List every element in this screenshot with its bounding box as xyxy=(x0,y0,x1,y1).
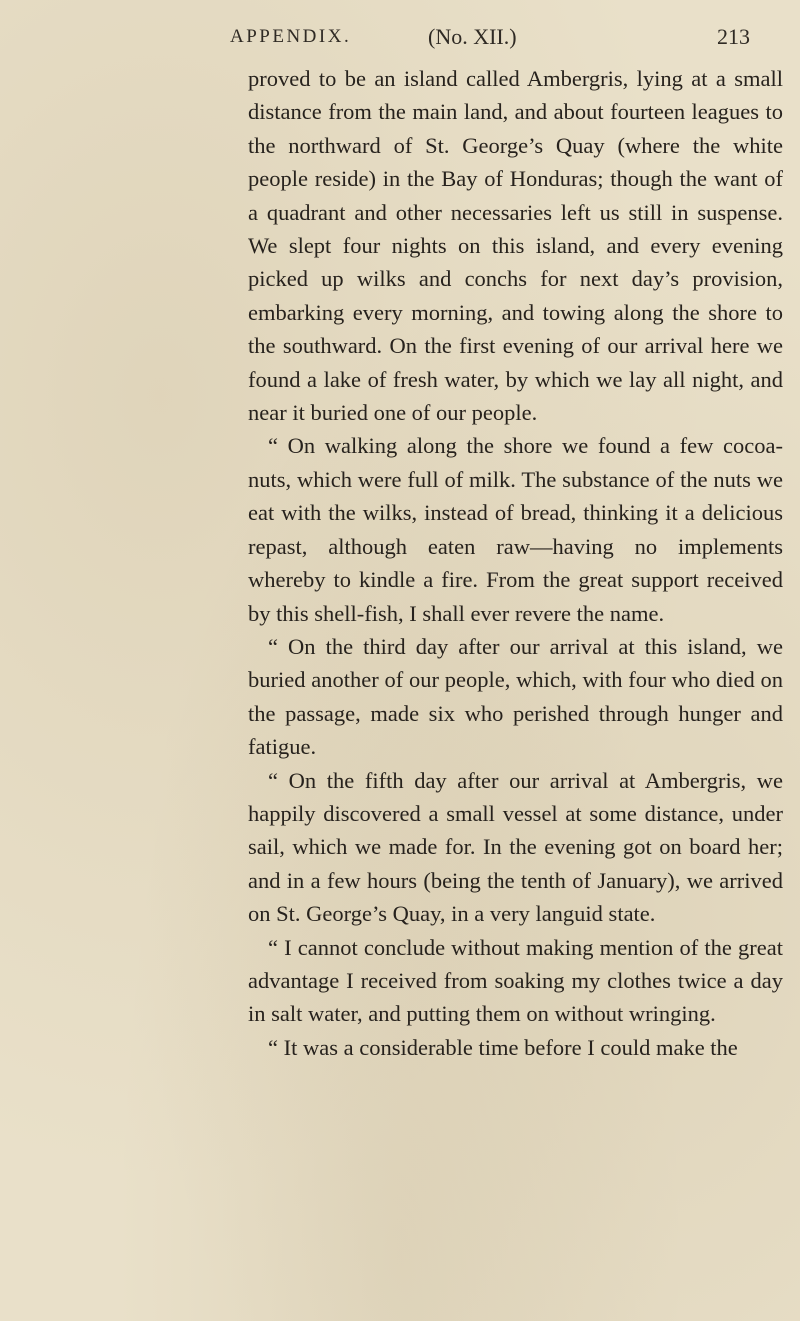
running-head-number: (No. XII.) xyxy=(428,24,517,49)
running-head xyxy=(230,24,750,54)
paragraph-1: proved to be an island called Ambergris, lying at a small distance from the main land, and about fourteen leagues to the northward of St. George’s Quay (where the white people reside) in the Bay of Honduras; though the want of a quadrant and other necessaries left us still in suspense. We slept four nights on this island, and every evening picked up wilks and conchs for next day’s provision, embarking every morning, and towing along the shore to the southward. On the first evening of our arrival here we found a lake of fresh water, by which we lay all night, and near it buried one of our people. xyxy=(248,66,783,426)
paragraph-3: “ On the third day after our arrival at this island, we buried another of our people, which, with four who died on the passage, made six who perished through hunger and fatigue. xyxy=(248,633,783,760)
paragraph-2: “ On walking along the shore we found a few cocoa-nuts, which were full of milk. The substance of the nuts we eat with the wilks, instead of bread, thinking it a delicious repast, although eaten raw—having no implements whereby to kindle a fire. From the great support received by this shell-fish, I shall ever revere the name. xyxy=(248,433,783,626)
running-head-section: APPENDIX. xyxy=(230,26,352,47)
page-number: 213 xyxy=(717,24,750,49)
paragraph-4: “ On the fifth day after our arrival at Ambergris, we happily discovered a small vessel at some distance, under sail, which we made for. In the evening got on board her; and in a few hours (being the tenth of January), we arrived on St. George’s Quay, in a very languid state. xyxy=(248,767,783,927)
paragraph-5: “ I cannot conclude without making mention of the great advantage I received from soaking my clothes twice a day in salt water, and putting them on without wringing. xyxy=(248,934,783,1027)
paragraph-6: “ It was a considerable time before I could make the xyxy=(268,1034,738,1060)
body-text xyxy=(248,62,783,1064)
